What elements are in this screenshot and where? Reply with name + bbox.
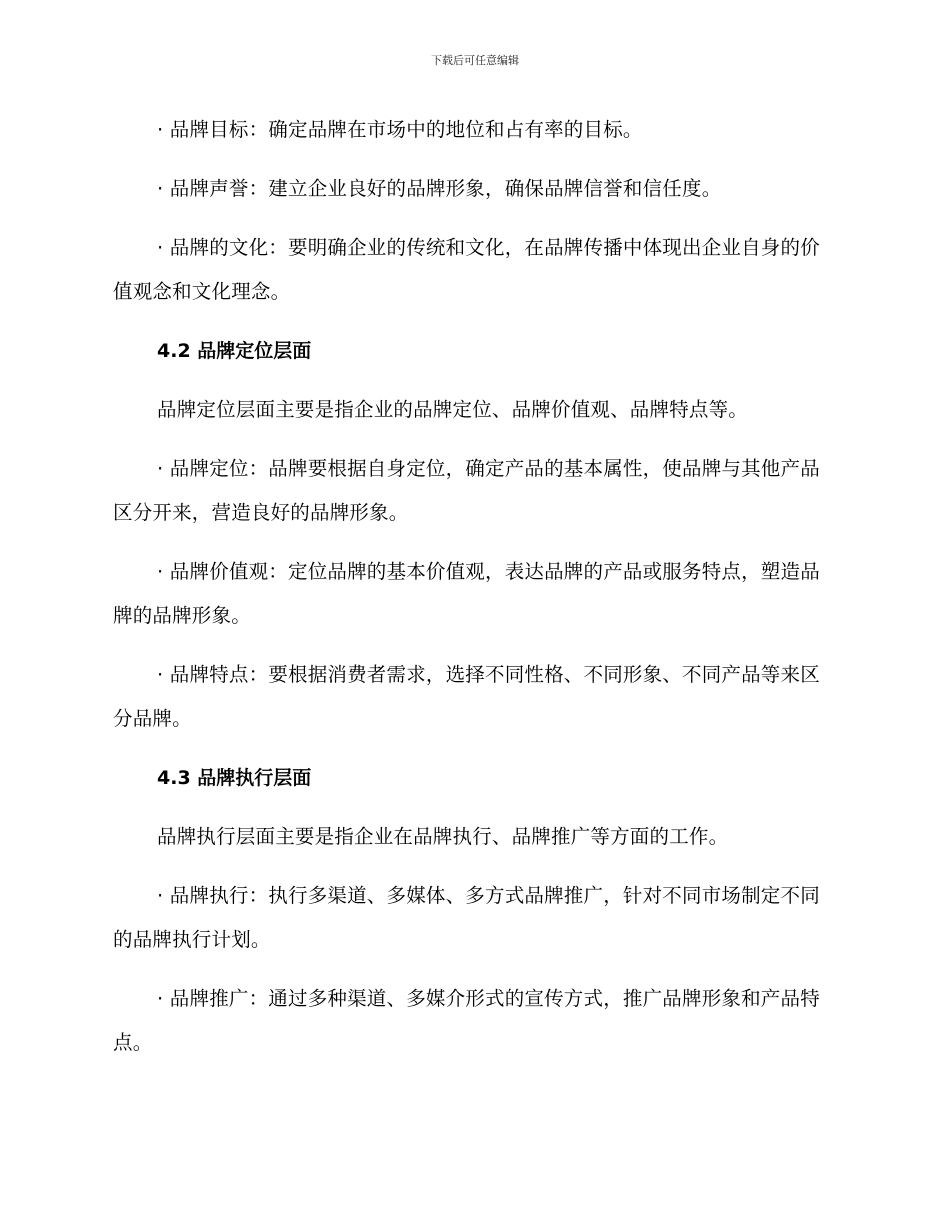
paragraph-brand-promotion: · 品牌推广：通过多种渠道、多媒介形式的宣传方式，推广品牌形象和产品特点。: [113, 987, 820, 1054]
section-heading-4-2: 4.2 品牌定位层面: [157, 340, 312, 362]
paragraph-brand-reputation: · 品牌声誉：建立企业良好的品牌形象，确保品牌信誉和信任度。: [157, 177, 722, 200]
paragraph-brand-values: · 品牌价值观：定位品牌的基本价值观，表达品牌的产品或服务特点，塑造品牌的品牌形象。: [113, 560, 820, 627]
page-header: 下载后可任意编辑: [431, 54, 519, 67]
paragraph-brand-goal: · 品牌目标：确定品牌在市场中的地位和占有率的目标。: [157, 118, 643, 141]
paragraph-positioning-intro: 品牌定位层面主要是指企业的品牌定位、品牌价值观、品牌特点等。: [157, 398, 749, 421]
section-heading-4-3: 4.3 品牌执行层面: [157, 767, 312, 789]
document-body: [113, 108, 823, 1080]
paragraph-brand-execution: · 品牌执行：执行多渠道、多媒体、多方式品牌推广，针对不同市场制定不同的品牌执行计划。: [113, 884, 820, 951]
paragraph-brand-culture: · 品牌的文化：要明确企业的传统和文化，在品牌传播中体现出企业自身的价值观念和文化理念。: [113, 236, 820, 303]
paragraph-execution-intro: 品牌执行层面主要是指企业在品牌执行、品牌推广等方面的工作。: [157, 825, 729, 848]
paragraph-brand-positioning: · 品牌定位：品牌要根据自身定位，确定产品的基本属性，使品牌与其他产品区分开来，营造良好的品牌形象。: [113, 457, 820, 524]
paragraph-brand-features: · 品牌特点：要根据消费者需求，选择不同性格、不同形象、不同产品等来区分品牌。: [113, 663, 820, 730]
